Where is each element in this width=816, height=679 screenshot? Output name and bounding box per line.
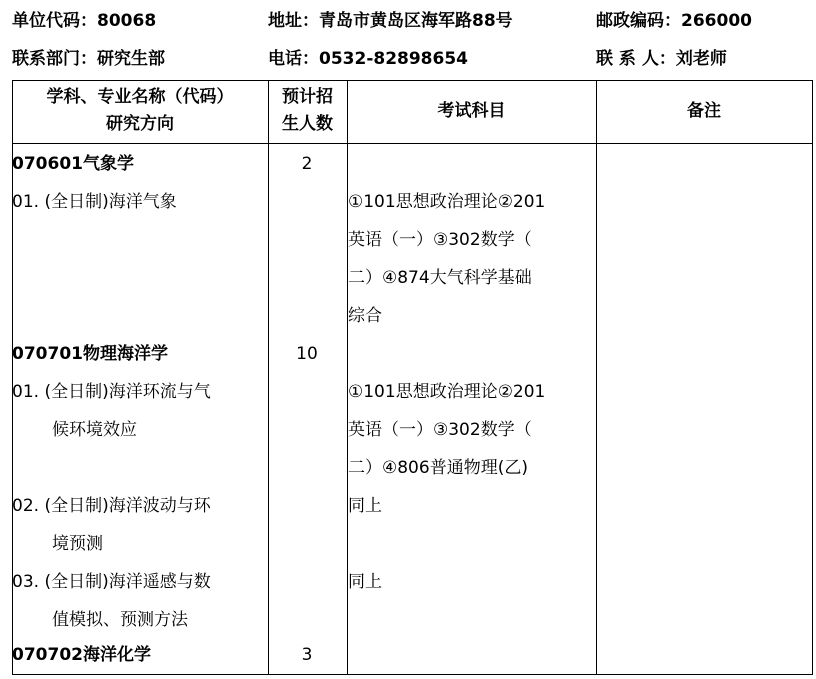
exam-subjects-line: 同上 [348, 572, 382, 592]
header-enrollment-line1: 预计招 [282, 87, 333, 107]
header-major-line1: 学科、专业名称（代码） [46, 87, 234, 107]
exam-subjects-line: ①101思想政治理论②201 [348, 192, 546, 212]
unit-code: 单位代码：80068 [12, 11, 157, 31]
section-title: 070702海洋化学 [12, 645, 151, 665]
direction-name-continued: 候环境效应 [52, 420, 137, 440]
header-exam-subjects: 考试科目 [437, 101, 506, 121]
exam-subjects-line: 英语（一）③302数学（ [348, 230, 532, 250]
contact-department: 联系部门：研究生部 [12, 49, 165, 69]
enrollment-count: 3 [301, 645, 313, 665]
table-top-border [12, 80, 813, 81]
phone: 电话：0532-82898654 [268, 49, 468, 69]
exam-subjects-line: 同上 [348, 496, 382, 516]
exam-subjects-line: 综合 [348, 306, 382, 326]
direction-name: 01. (全日制)海洋气象 [12, 192, 177, 212]
header-major [12, 84, 268, 138]
program-table [12, 80, 813, 675]
header-enrollment [268, 84, 347, 138]
address: 地址：青岛市黄岛区海军路88号 [268, 11, 513, 31]
exam-subjects-line: 二）④874大气科学基础 [348, 268, 532, 288]
direction-name-continued: 境预测 [52, 534, 103, 554]
exam-subjects-line: ①101思想政治理论②201 [348, 382, 546, 402]
table-right-border [812, 80, 813, 675]
enrollment-count: 2 [301, 154, 313, 174]
direction-name: 02. (全日制)海洋波动与环 [12, 496, 211, 516]
section-title: 070701物理海洋学 [12, 344, 168, 364]
header-enrollment-line2: 生人数 [282, 114, 333, 134]
direction-name-continued: 值模拟、预测方法 [52, 610, 188, 630]
section-title: 070601气象学 [12, 154, 134, 174]
exam-subjects-line: 二）④806普通物理(乙) [348, 458, 528, 478]
postcode: 邮政编码：266000 [596, 11, 752, 31]
column-divider-3 [596, 80, 597, 675]
direction-name: 03. (全日制)海洋遥感与数 [12, 572, 211, 592]
table-header-bottom-border [12, 143, 813, 144]
direction-name: 01. (全日制)海洋环流与气 [12, 382, 211, 402]
header-remarks: 备注 [687, 101, 721, 121]
table-bottom-border [12, 674, 813, 675]
exam-subjects-line: 英语（一）③302数学（ [348, 420, 532, 440]
enrollment-count: 10 [296, 344, 318, 364]
header-major-line2: 研究方向 [106, 114, 174, 134]
contact-person: 联 系 人：刘老师 [596, 49, 727, 69]
